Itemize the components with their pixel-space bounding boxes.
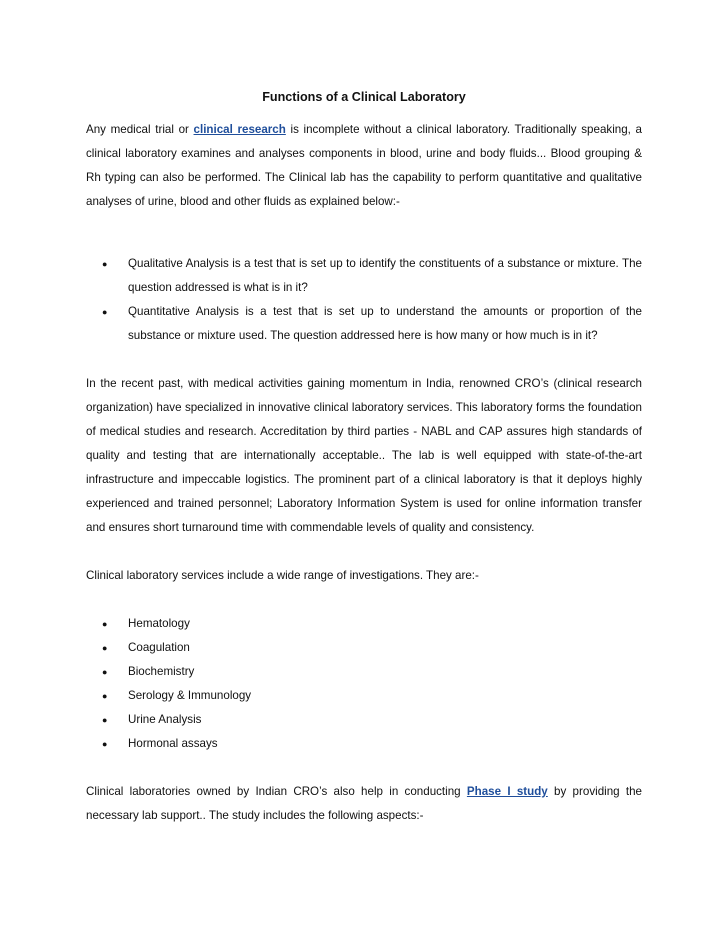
services-list [86,612,642,756]
spacer [86,214,642,238]
closing-text-end: by providing the necessary lab support.. The study includes the following aspects:- [86,785,642,822]
list-item [86,300,642,348]
list-item [86,252,642,300]
bullet-icon: ● [102,667,108,677]
services-intro: Clinical laboratory services include a wide range of investigations. They are:- [86,569,479,582]
analysis-list [86,252,642,348]
bullet-icon: ● [102,307,108,317]
spacer [86,238,642,252]
list-item [86,684,642,708]
list-item [86,636,642,660]
bullet-icon: ● [102,643,108,653]
bullet-icon: ● [102,739,108,749]
list-item [86,732,642,756]
bullet-icon: ● [102,619,108,629]
bullet-icon: ● [102,259,108,269]
list-item-text: Hormonal assays [128,737,218,750]
spacer [86,588,642,612]
clinical-research-link[interactable]: clinical research [193,123,286,136]
intro-text-start: Any medical trial or [86,123,194,136]
closing-text-start: Clinical laboratories owned by Indian CRO’s also help in conducting [86,785,467,798]
spacer [86,756,642,780]
spacer [86,540,642,564]
list-item-text: Qualitative Analysis is a test that is set up to identify the constituents of a substance or mixture. The question addressed is what is in it? [128,257,642,294]
cro-paragraph: In the recent past, with medical activities gaining momentum in India, renowned CRO’s (clinical research organization) have specialized in innovative clinical laboratory services. This laboratory forms the foundation of medical studies and research. Accreditation by third parties - NABL and CAP assures high standards of quality and testing that are internationally acceptable.. The lab is well equipped with state-of-the-art infrastructure and impeccable logistics. The prominent part of a clinical laboratory is that it deploys highly experienced and trained personnel; Laboratory Information System is used for online information transfer and ensures short turnaround time with commendable levels of quality and consistency. [86,377,642,534]
phase-one-study-link[interactable]: Phase I study [466,785,548,798]
list-item [86,708,642,732]
bullet-icon: ● [102,691,108,701]
intro-paragraph [86,118,642,214]
closing-paragraph [86,780,642,828]
list-item [86,660,642,684]
list-item-text: Biochemistry [128,665,195,678]
list-item-text: Hematology [128,617,190,630]
list-item-text: Serology & Immunology [128,689,252,702]
document-title: Functions of a Clinical Laboratory [262,90,466,104]
list-item-text: Coagulation [128,641,190,654]
list-item-text: Quantitative Analysis is a test that is set up to understand the amounts or proportion of the substance or mixture used. The question addressed here is how many or how much is in it? [128,305,642,342]
list-item-text: Urine Analysis [128,713,202,726]
spacer [86,348,642,372]
list-item [86,612,642,636]
bullet-icon: ● [102,715,108,725]
intro-text-end: is incomplete without a clinical laboratory. Traditionally speaking, a clinical laboratory examines and analyses components in blood, urine and body fluids... Blood grouping & Rh typing can also be performed. The Clinical lab has the capability to perform quantitative and qualitative analyses of urine, blood and other fluids as explained below:- [86,123,642,208]
